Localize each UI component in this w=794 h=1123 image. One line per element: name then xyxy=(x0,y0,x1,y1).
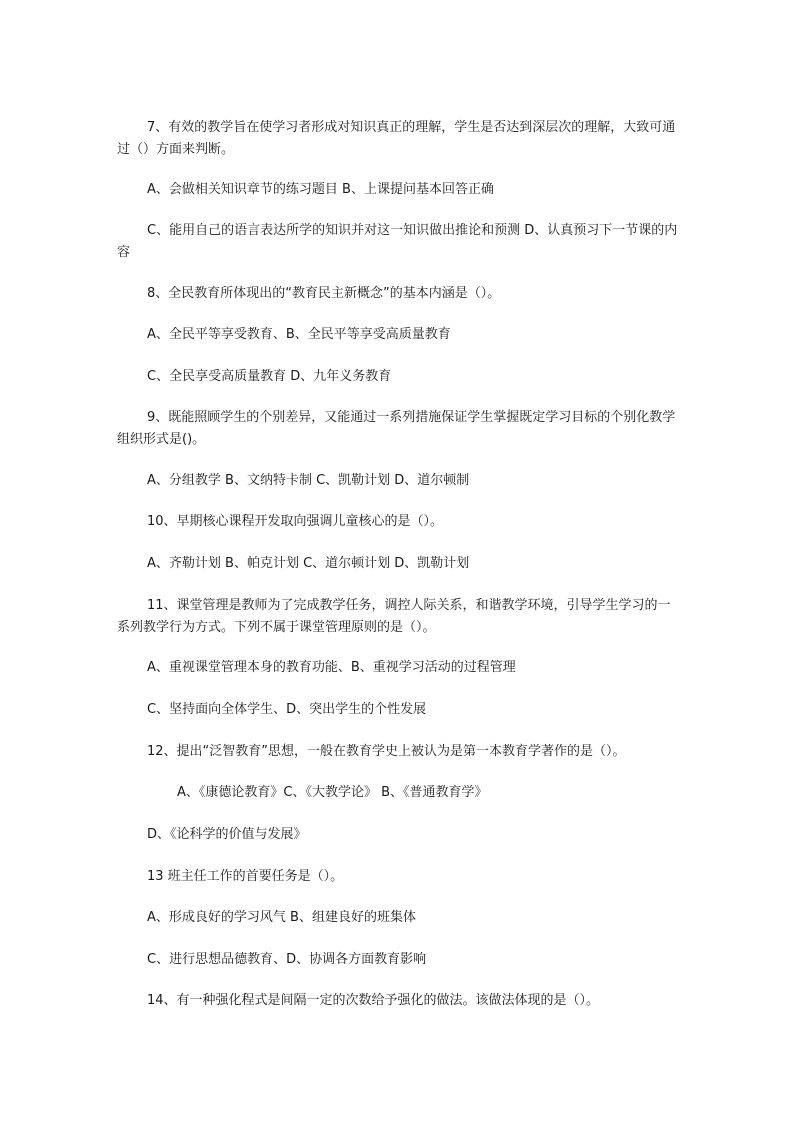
question-10-options: A、齐勒计划 B、帕克计划 C、道尔顿计划 D、凯勒计划 xyxy=(147,556,470,571)
question-9-options: A、分组教学 B、文纳特卡制 C、凯勒计划 D、道尔顿制 xyxy=(147,473,470,488)
question-8-option-ab: A、全民平等享受教育、B、全民平等享受高质量教育 xyxy=(147,327,451,342)
question-8-option-cd: C、全民享受高质量教育 D、九年义务教育 xyxy=(147,369,392,384)
question-11-stem: 11、课堂管理是教师为了完成教学任务，调控人际关系，和谐教学环境，引导学生学习的一系列教学行为方式。下列不属于课堂管理原则的是（）。 xyxy=(117,598,671,635)
question-7-stem: 7、有效的教学旨在使学习者形成对知识真正的理解，学生是否达到深层次的理解，大致可通过（）方面来判断。 xyxy=(117,120,676,157)
question-12-stem: 12、提出“泛智教育”思想，一般在教育学史上被认为是第一本教育学著作的是（）。 xyxy=(147,744,626,759)
question-12-option-acb: A、《康德论教育》C、《大教学论》 B、《普通教育学》 xyxy=(177,785,488,800)
question-12-option-d: D、《论科学的价值与发展》 xyxy=(147,827,307,842)
question-11-option-ab: A、重视课堂管理本身的教育功能、B、重视学习活动的过程管理 xyxy=(147,660,516,675)
question-13-option-cd: C、进行思想品德教育、D、协调各方面教育影响 xyxy=(147,952,427,967)
question-7-option-ab: A、会做相关知识章节的练习题目 B、上课提问基本回答正确 xyxy=(147,182,494,197)
question-14-stem: 14、有一种强化程式是间隔一定的次数给予强化的做法。该做法体现的是（）。 xyxy=(147,993,600,1008)
question-10-stem: 10、早期核心课程开发取向强调儿童核心的是（）。 xyxy=(147,514,444,529)
question-8-stem: 8、全民教育所体现出的“教育民主新概念”的基本内涵是（）。 xyxy=(147,286,501,301)
question-9-stem: 9、既能照顾学生的个别差异，又能通过一系列措施保证学生掌握既定学习目标的个别化教学组织形式是()。 xyxy=(117,410,676,447)
question-13-stem: 13 班主任工作的首要任务是（）。 xyxy=(147,869,344,884)
question-13-option-ab: A、形成良好的学习风气 B、组建良好的班集体 xyxy=(147,910,416,925)
question-11-option-cd: C、坚持面向全体学生、D、突出学生的个性发展 xyxy=(147,702,427,717)
question-7-option-cd: C、能用自己的语言表达所学的知识并对这一知识做出推论和预测 D、认真预习下一节课的内容 xyxy=(117,223,678,260)
